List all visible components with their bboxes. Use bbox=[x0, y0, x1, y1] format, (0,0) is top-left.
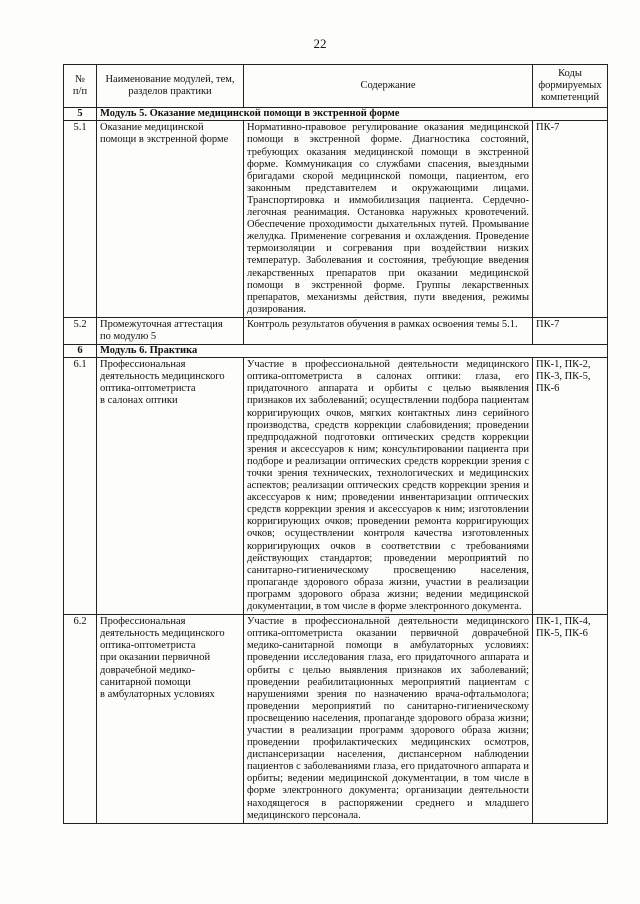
header-competency-codes: Коды формируемых компетенций bbox=[533, 65, 608, 108]
row-topic-name: Оказание медицинской помощи в экстренной форме bbox=[97, 121, 244, 318]
row-content: Контроль результатов обучения в рамках освоения темы 5.1. bbox=[244, 317, 533, 344]
module-row bbox=[64, 108, 608, 121]
module-number: 6 bbox=[64, 345, 97, 358]
row-topic-name: Профессиональная деятельность медицинского оптика-оптометриста в салонах оптики bbox=[97, 358, 244, 615]
row-topic-name: Промежуточная аттестация по модулю 5 bbox=[97, 317, 244, 344]
row-number: 5.1 bbox=[64, 121, 97, 318]
row-competency-codes: ПК-7 bbox=[533, 121, 608, 318]
table-row bbox=[64, 358, 608, 615]
page-number: 22 bbox=[313, 36, 327, 51]
row-content: Нормативно-правовое регулирование оказания медицинской помощи в экстренной форме. Диагностика состояний, требующих оказания медицинской помощи в экстренной форме. Коммуникация со службами спасения, выездными бригадами скорой медицинской помощи, пациентом, его законным представителем и окружающими лицами. Транспортировка и иммобилизация пациента. Сердечно-легочная реанимация. Остановка наружных кровотечений. Обеспечение проходимости дыхательных путей. Промывание желудка. Применение согревания и охлаждения. Проведение термоизоляции и согревания при воздействии низких температур. Заболевания и состояния, требующие введения лекарственных препаратов при оказании медицинской помощи в экстренной форме. Группы лекарственных препаратов, механизмы действия, пути введения, режимы дозирования. bbox=[244, 121, 533, 318]
row-content: Участие в профессиональной деятельности медицинского оптика-оптометриста в салонах оптики: глаза, его придаточного аппарата и орбиты с целью выявления признаков их заболеваний; осуществлении подбора пациентам корригирующих очков, мягких контактных линз серийного производства, средств коррекции слабовидения; проведении предпродажной подготовки оптических средств коррекции зрения и аксессуаров к ним; консультировании пациента при подборе и реализации оптических средств коррекции зрения с точки зрения технических, технологических и медицинских аспектов; реализации оптических средств коррекции зрения и аксессуаров к ним; проведении инвентаризации оптических средств коррекции зрения и аксессуаров к ним; изготовлении корригирующих очков; проведении ремонта корригирующих очков; осуществлении контроля качества изготовленных корригирующих очков в соответствии с требованиями действующих стандартов; проведении мероприятий по санитарно-гигиеническому просвещению населения, пропаганде здорового образа жизни, участии в реализации программ здорового образа жизни; ведении медицинской документации, в том числе в форме электронного документа. bbox=[244, 358, 533, 615]
module-title: Модуль 6. Практика bbox=[97, 345, 608, 358]
header-content: Содержание bbox=[244, 65, 533, 108]
table-row bbox=[64, 317, 608, 344]
row-competency-codes: ПК-7 bbox=[533, 317, 608, 344]
row-competency-codes: ПК-1, ПК-2, ПК-3, ПК-5, ПК-6 bbox=[533, 358, 608, 615]
header-module-name: Наименование модулей, тем, разделов практики bbox=[97, 65, 244, 108]
curriculum-table bbox=[63, 64, 608, 824]
row-content: Участие в профессиональной деятельности медицинского оптика-оптометриста оказании первичной доврачебной медико-санитарной помощи в амбулаторных условиях: проведении исследования глаза, его придаточного аппарата и орбиты с целью выявления признаков их заболеваний; проведении реабилитационных мероприятий пациентам с нарушениями зрения по назначению врача-офтальмолога; проведении мероприятий по санитарно-гигиеническому просвещению населения, пропаганде здорового образа жизни; участии в реализации программ здорового образа жизни; проведении профилактических медицинских осмотров, диспансеризации населения, диспансерном наблюдении пациентов с заболеваниями глаза, его придаточного аппарата и орбиты; ведении медицинской документации, в том числе в форме электронного документа; организации деятельности находящегося в распоряжении среднего и младшего медицинского персонала. bbox=[244, 615, 533, 824]
row-number: 5.2 bbox=[64, 317, 97, 344]
module-title: Модуль 5. Оказание медицинской помощи в экстренной форме bbox=[97, 108, 608, 121]
table-row bbox=[64, 121, 608, 318]
row-number: 6.1 bbox=[64, 358, 97, 615]
header-number: № п/п bbox=[64, 65, 97, 108]
module-row bbox=[64, 345, 608, 358]
row-topic-name: Профессиональная деятельность медицинского оптика-оптометриста при оказании первичной доврачебной медико- санитарной помощи в амбулаторных условиях bbox=[97, 615, 244, 824]
row-competency-codes: ПК-1, ПК-4, ПК-5, ПК-6 bbox=[533, 615, 608, 824]
table-row bbox=[64, 615, 608, 824]
row-number: 6.2 bbox=[64, 615, 97, 824]
module-number: 5 bbox=[64, 108, 97, 121]
table-header-row bbox=[64, 65, 608, 108]
